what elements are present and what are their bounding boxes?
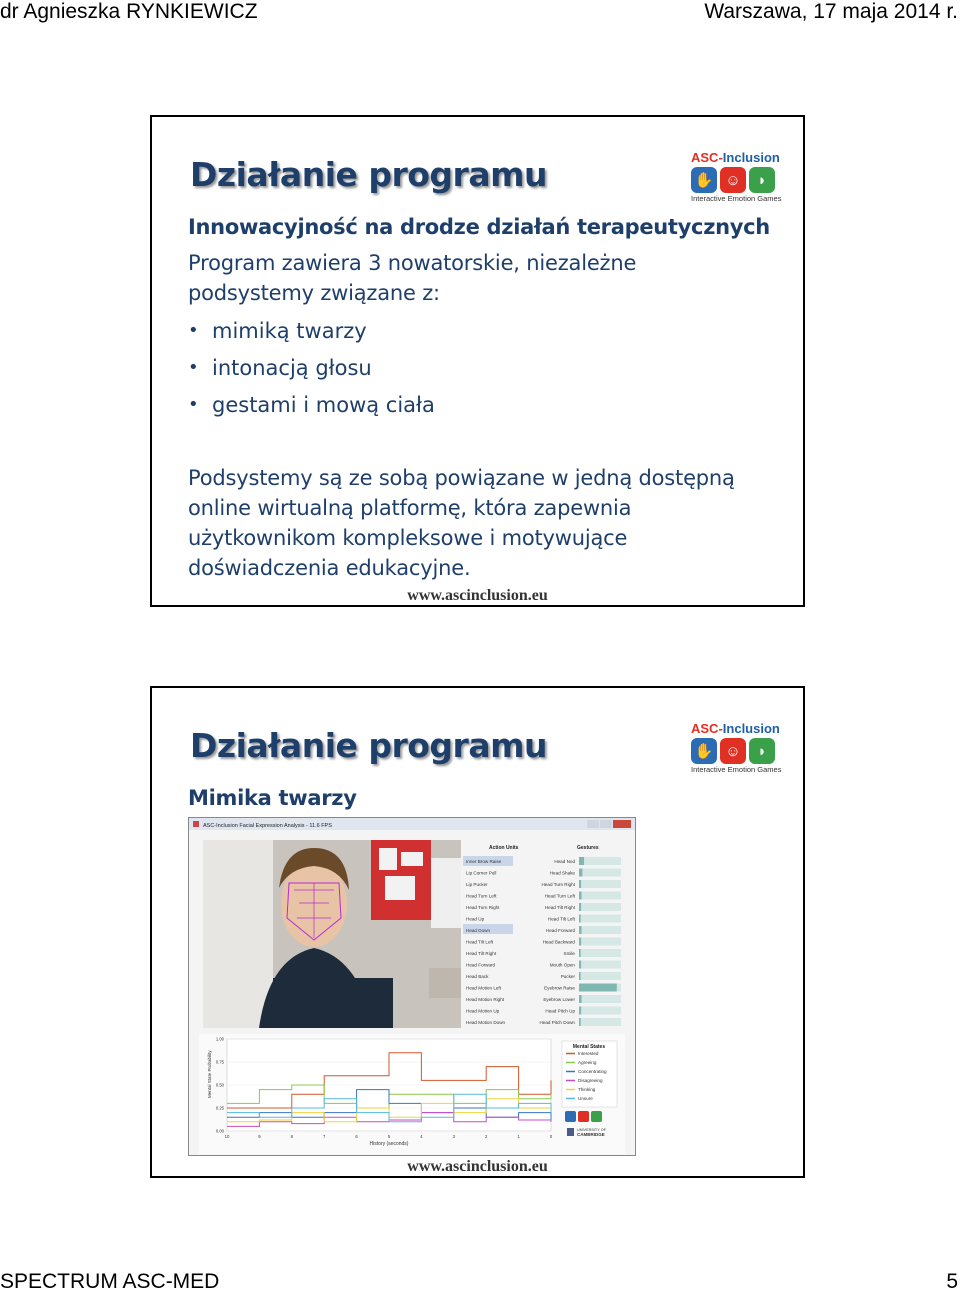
- y-tick-label: 0.00: [215, 1128, 224, 1134]
- gesture-label: Pucker: [560, 974, 575, 979]
- action-unit-label: Head Tilt Right: [466, 951, 497, 956]
- legend-entry: Agreeing: [578, 1060, 597, 1065]
- gesture-label: Eyebrow Raise: [544, 985, 575, 991]
- action-unit-label: Head Motion Left: [466, 985, 501, 991]
- cambridge-line2: CAMBRIDGE: [577, 1132, 605, 1137]
- action-unit-label: Head Tilt Left: [466, 939, 494, 945]
- legend-entry: Unsure: [578, 1096, 593, 1101]
- gesture-label: Smile: [563, 951, 575, 956]
- gestures-panel: [540, 845, 622, 1026]
- smiley-icon: ☺: [720, 738, 746, 764]
- gesture-label: Mouth Open: [549, 962, 575, 968]
- y-tick-label: 0.75: [215, 1059, 224, 1065]
- gestures-header: Gestures: [577, 845, 599, 851]
- gesture-bar-track: [579, 949, 621, 957]
- gesture-label: Head Forward: [545, 928, 575, 933]
- gesture-bar: [579, 892, 582, 900]
- gesture-bar-track: [579, 972, 621, 980]
- gesture-bar: [579, 926, 582, 934]
- gesture-label: Head Turn Right: [541, 882, 575, 887]
- gesture-label: Head Turn Left: [544, 893, 575, 899]
- minimize-button[interactable]: [587, 820, 599, 828]
- header-author: dr Agnieszka RYNKIEWICZ: [0, 0, 258, 23]
- gesture-bar: [579, 869, 582, 877]
- slide-2: [150, 686, 805, 1178]
- action-unit-label: Head Turn Left: [466, 893, 497, 899]
- slide-1: [150, 115, 805, 607]
- gesture-label: Eyebrow Lower: [543, 997, 575, 1002]
- gesture-bar-track: [579, 880, 621, 888]
- gesture-bar: [579, 1018, 581, 1026]
- x-tick-label: 3: [452, 1134, 455, 1139]
- slide-title: Działanie programu: [190, 726, 547, 765]
- gesture-bar: [579, 972, 581, 980]
- gesture-bar-track: [579, 1007, 621, 1015]
- maximize-button[interactable]: [600, 820, 612, 828]
- x-tick-label: 6: [355, 1134, 358, 1139]
- asc-inclusion-logo: ASC-Inclusion ✋ ☺ ◗ Interactive Emotion Games: [691, 150, 782, 203]
- gesture-label: Head Pitch Down: [539, 1020, 575, 1025]
- gesture-label: Head Pitch Up: [545, 1008, 575, 1014]
- bullet-item: • gestami i mową ciała: [188, 390, 435, 427]
- bullet-list: [188, 316, 435, 427]
- legend-entry: Interested: [578, 1051, 599, 1056]
- asc-inclusion-logo: ASC-Inclusion ✋ ☺ ◗ Interactive Emotion Games: [691, 721, 782, 774]
- website-link[interactable]: www.ascinclusion.eu: [407, 587, 548, 604]
- gesture-bar-track: [579, 857, 621, 865]
- page-number: 5: [946, 1270, 958, 1293]
- x-tick-label: 0: [549, 1134, 553, 1139]
- action-unit-label: Head Turn Right: [466, 905, 500, 910]
- slide-subtitle: Innowacyjność na drodze działań terapeutycznych: [188, 215, 770, 239]
- gesture-bar-track: [579, 926, 621, 934]
- action-unit-label: Lip Pucker: [466, 882, 488, 887]
- x-tick-label: 8: [290, 1134, 293, 1139]
- chart-legend: [562, 1041, 617, 1107]
- smiley-icon: ☺: [720, 167, 746, 193]
- legend-entry: Disagreeing: [578, 1078, 603, 1083]
- y-tick-label: 0.25: [215, 1105, 224, 1111]
- y-tick-label: 1.00: [215, 1036, 224, 1042]
- gesture-bar-track: [579, 892, 621, 900]
- gesture-bar: [579, 995, 582, 1003]
- gesture-label: Head Tilt Right: [544, 905, 575, 910]
- action-unit-label: Head Forward: [466, 962, 496, 968]
- action-unit-label: Head Up: [466, 916, 485, 922]
- gesture-bar-track: [579, 995, 621, 1003]
- gesture-bar-track: [579, 1018, 621, 1026]
- mini-logo-icons: [565, 1111, 602, 1122]
- gesture-bar: [579, 903, 581, 911]
- action-units-panel: [463, 845, 519, 1025]
- bullet-item: • intonacją głosu: [188, 353, 435, 390]
- gesture-label: Head Backward: [542, 939, 575, 945]
- slide-title: Działanie programu: [190, 155, 547, 194]
- paragraph: Podsystemy są ze sobą powiązane w jedną dostępną online wirtualną platformę, która zapewnia użytkownikom kompleksowe i motywujące doświadczenia edukacyjne.: [188, 466, 735, 580]
- mental-states-chart: [199, 1034, 625, 1154]
- x-tick-label: 2: [485, 1134, 488, 1139]
- x-tick-label: 1: [517, 1134, 520, 1139]
- gesture-label: Head Tilt Left: [547, 916, 575, 922]
- gesture-bar: [579, 915, 581, 923]
- footer-left: SPECTRUM ASC-MED: [0, 1270, 220, 1293]
- cambridge-crest-icon: [567, 1128, 574, 1136]
- action-unit-label: Head Motion Up: [466, 1008, 500, 1014]
- camera-view: [203, 840, 461, 1028]
- gesture-bar-track: [579, 961, 621, 969]
- x-tick-label: 10: [224, 1134, 230, 1139]
- x-tick-label: 4: [420, 1134, 423, 1139]
- window-title: ASC-Inclusion Facial Expression Analysis - 11.6 FPS: [203, 823, 332, 829]
- website-link[interactable]: www.ascinclusion.eu: [407, 1158, 548, 1175]
- gesture-bar-track: [579, 903, 621, 911]
- gesture-bar: [579, 949, 581, 957]
- gesture-bar: [579, 1007, 581, 1015]
- gesture-bar-track: [579, 869, 621, 877]
- action-unit-label: Head Down: [466, 928, 491, 933]
- bullet-item: • mimiką twarzy: [188, 316, 435, 353]
- action-unit-label: Head Back: [466, 974, 489, 979]
- slide-subtitle: Mimika twarzy: [188, 786, 357, 810]
- gesture-label: Head Shake: [549, 870, 575, 876]
- cambridge-line1: UNIVERSITY OF: [577, 1128, 607, 1132]
- hand-icon: ✋: [691, 167, 717, 193]
- x-axis-label: History (seconds): [369, 1141, 409, 1147]
- action-unit-label: Head Motion Right: [466, 997, 505, 1002]
- legend-title: Mental States: [572, 1044, 606, 1050]
- action-units-header: Action Units: [489, 845, 519, 851]
- legend-entry: Concentrating: [578, 1069, 607, 1074]
- legend-entry: Thinking: [578, 1087, 596, 1092]
- action-unit-label: Lip Corner Pull: [466, 870, 497, 876]
- app-screenshot: [188, 817, 636, 1156]
- y-tick-label: 0.50: [215, 1082, 224, 1088]
- sound-icon: ◗: [749, 738, 775, 764]
- close-button[interactable]: [613, 820, 631, 828]
- intro-text: Program zawiera 3 nowatorskie, niezależne podsystemy związane z:: [188, 251, 637, 305]
- hand-icon: ✋: [691, 738, 717, 764]
- x-tick-label: 7: [323, 1134, 326, 1139]
- y-axis-label: Mental State Probability: [207, 1050, 212, 1098]
- gesture-label: Head Nod: [554, 859, 575, 864]
- x-tick-label: 9: [258, 1134, 261, 1139]
- header-place-date: Warszawa, 17 maja 2014 r.: [704, 0, 958, 23]
- gesture-bar-track: [579, 938, 621, 946]
- x-tick-label: 5: [387, 1134, 391, 1139]
- action-unit-label: Head Motion Down: [466, 1020, 506, 1025]
- gesture-bar: [579, 984, 617, 992]
- gesture-bar: [579, 857, 584, 865]
- gesture-bar: [579, 938, 581, 946]
- action-unit-label: Inner Brow Raise: [466, 859, 502, 864]
- sound-icon: ◗: [749, 167, 775, 193]
- gesture-bar: [579, 961, 581, 969]
- gesture-bar: [579, 880, 581, 888]
- gesture-bar-track: [579, 915, 621, 923]
